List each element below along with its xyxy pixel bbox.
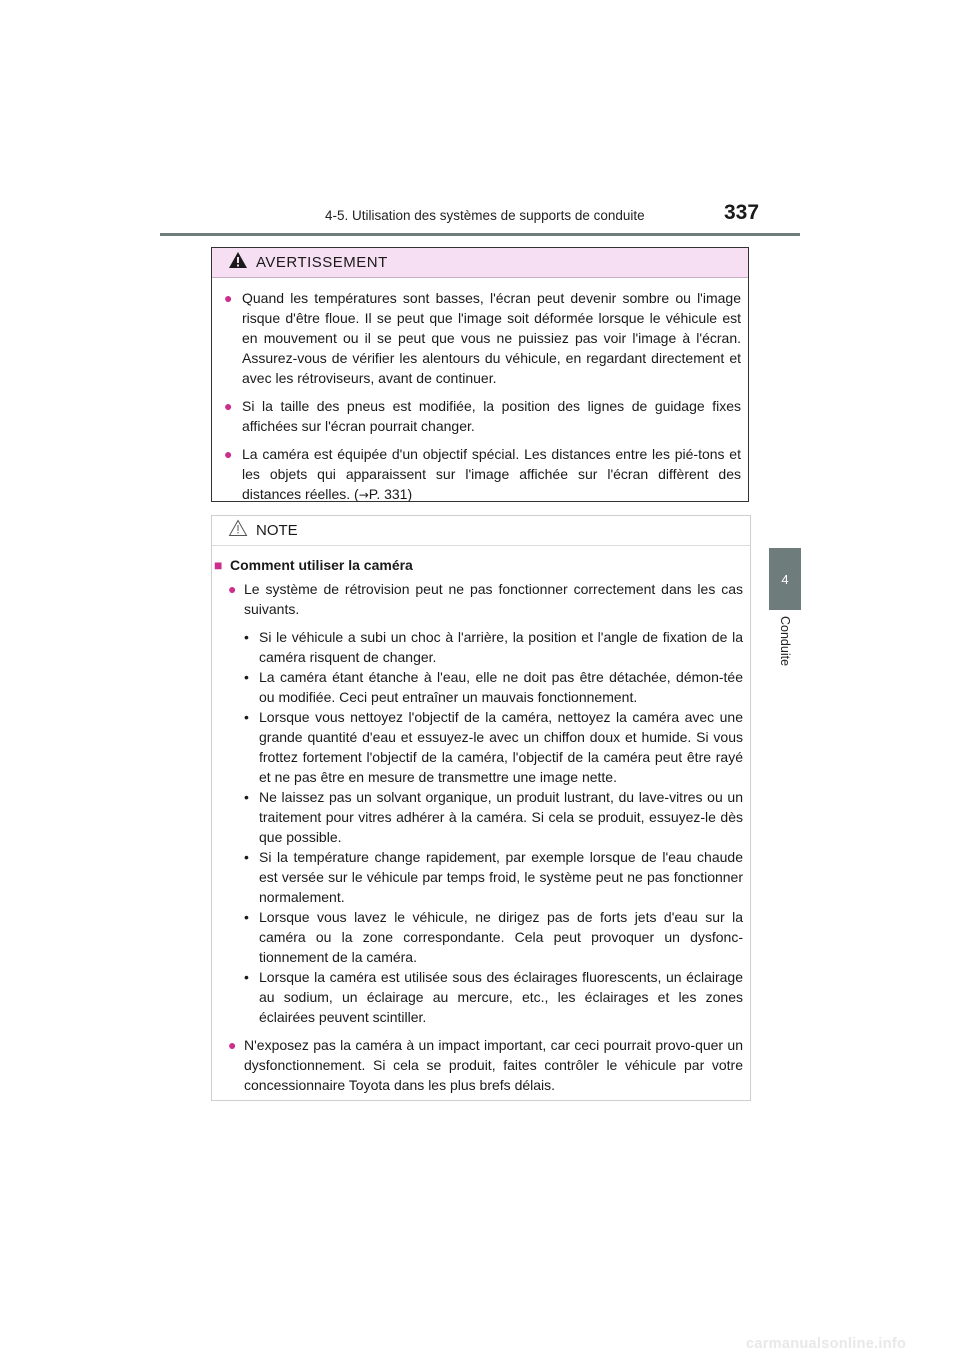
note-body bbox=[212, 546, 750, 1095]
warning-item-text bbox=[242, 444, 741, 505]
warning-item-text: Quand les températures sont basses, l'écran peut devenir sombre ou l'image risque d'être floue. Il se peut que l'image soit déformée lorsque le véhicule est en mouvement ou il se peut que vous ne puissiez pas voir l'image à l'écran. Assurez-vous de vérifier les alentours du véhicule, en regardant directement et avec les rétroviseurs, avant de continuer. bbox=[242, 290, 741, 386]
warning-triangle-icon bbox=[228, 251, 248, 274]
warning-item-text: Si la taille des pneus est modifiée, la position des lignes de guidage fixes affichées sur l'écran pourrait changer. bbox=[242, 398, 741, 434]
note-sub-list bbox=[244, 627, 743, 1027]
note-item bbox=[228, 1035, 743, 1095]
page-number: 337 bbox=[724, 201, 760, 224]
note-item-text: N'exposez pas la caméra à un impact important, car ceci pourrait provo-quer un dysfonctionnement. Si cela se produit, faites contrôler le véhicule par votre concessionnaire Toyota dans les plus brefs délais. bbox=[244, 1037, 743, 1093]
note-item bbox=[228, 579, 743, 619]
list-item: • Ne laissez pas un solvant organique, un produit lustrant, du lave-vitres ou un traitement pour vitres adhérer à la caméra. Si cela se produit, essuyez-le dès que possible. bbox=[244, 789, 743, 845]
list-item-text: Si le véhicule a subi un choc à l'arrière, la position et l'angle de fixation de la caméra risquent de changer. bbox=[259, 629, 743, 665]
bullet-dot-icon: ● bbox=[224, 290, 233, 306]
page-reference-link[interactable]: P. 331) bbox=[368, 486, 413, 502]
warning-item3-text: La caméra est équipée d'un objectif spécial. Les distances entre les pié-tons et les objets qui apparaissent sur l'image affichée sur l'écran diffèrent des distances réelles. ( bbox=[242, 446, 741, 502]
warning-item bbox=[224, 288, 741, 388]
note-item-text: Le système de rétrovision peut ne pas fonctionner correctement dans les cas suivants. bbox=[244, 581, 743, 617]
chapter-number: 4 bbox=[781, 571, 789, 587]
note-box bbox=[211, 515, 751, 1101]
caution-outline-triangle-icon bbox=[228, 519, 248, 542]
bullet-dot-icon: ● bbox=[224, 398, 233, 414]
bullet-dot-icon: ● bbox=[224, 446, 233, 462]
section-header-title: 4-5. Utilisation des systèmes de supports de conduite bbox=[325, 208, 645, 223]
list-item: • Lorsque vous lavez le véhicule, ne dirigez pas de forts jets d'eau sur la caméra ou la zone correspondante. Cela peut provoquer un dysfonc-tionnement de la caméra. bbox=[244, 909, 743, 965]
note-title: NOTE bbox=[256, 522, 298, 539]
list-item-text: Lorsque vous lavez le véhicule, ne dirigez pas de forts jets d'eau sur la caméra ou la zone correspondante. Cela peut provoquer un dysfonc-tionnement de la caméra. bbox=[259, 909, 743, 965]
watermark: carmanualsonline.info bbox=[746, 1336, 907, 1352]
bullet-dot-icon: ● bbox=[228, 1037, 237, 1053]
list-item-text: Lorsque la caméra est utilisée sous des éclairages fluorescents, un éclairage au sodium, un éclairage au mercure, etc., les éclairages et les zones éclairées peuvent scintiller. bbox=[259, 969, 743, 1025]
page-reference-arrow-icon: → bbox=[358, 488, 369, 502]
list-item: • Lorsque la caméra est utilisée sous des éclairages fluorescents, un éclairage au sodium, un éclairage au mercure, etc., les éclairages et les zones éclairées peuvent scintiller. bbox=[244, 969, 743, 1025]
warning-title: AVERTISSEMENT bbox=[256, 254, 388, 271]
warning-item bbox=[224, 444, 741, 505]
bullet-dot-icon: ● bbox=[228, 581, 237, 597]
list-item: • Si la température change rapidement, par exemple lorsque de l'eau chaude est versée sur le véhicule par temps froid, le système peut ne pas fonctionner normalement. bbox=[244, 849, 743, 905]
list-item-text: Lorsque vous nettoyez l'objectif de la caméra, nettoyez la caméra avec une grande quantité d'eau et essuyez-le avec un chiffon doux et humide. Si vous frottez fortement l'objectif de la caméra, l'objectif de la caméra peut être rayé et ne pas être en mesure de transmettre une image nette. bbox=[259, 709, 743, 785]
list-item-text: Ne laissez pas un solvant organique, un produit lustrant, du lave-vitres ou un traitement pour vitres adhérer à la caméra. Si cela se produit, essuyez-le dès que possible. bbox=[259, 789, 743, 845]
list-item: • La caméra étant étanche à l'eau, elle ne doit pas être détachée, démon-tée ou modifiée. Ceci peut entraîner un mauvais fonctionnement. bbox=[244, 669, 743, 705]
list-item: • Lorsque vous nettoyez l'objectif de la caméra, nettoyez la caméra avec une grande quantité d'eau et essuyez-le avec un chiffon doux et humide. Si vous frottez fortement l'objectif de la caméra, l'objectif de la caméra peut être rayé et ne pas être en mesure de transmettre une image nette. bbox=[244, 709, 743, 785]
square-bullet-icon: ■ bbox=[214, 557, 223, 573]
note-section-heading bbox=[214, 555, 743, 575]
warning-body bbox=[212, 278, 748, 505]
note-section-heading-text: Comment utiliser la caméra bbox=[230, 557, 413, 573]
header-divider bbox=[160, 233, 800, 236]
warning-item bbox=[224, 396, 741, 436]
warning-box bbox=[211, 247, 749, 502]
chapter-tab[interactable] bbox=[769, 548, 801, 610]
note-header bbox=[212, 516, 750, 546]
warning-header bbox=[212, 248, 748, 278]
list-item-text: La caméra étant étanche à l'eau, elle ne doit pas être détachée, démon-tée ou modifiée. Ceci peut entraîner un mauvais fonctionnement. bbox=[259, 669, 743, 705]
list-item: • Si le véhicule a subi un choc à l'arrière, la position et l'angle de fixation de la caméra risquent de changer. bbox=[244, 629, 743, 665]
chapter-label: Conduite bbox=[778, 616, 792, 667]
list-item-text: Si la température change rapidement, par exemple lorsque de l'eau chaude est versée sur le véhicule par temps froid, le système peut ne pas fonctionner normalement. bbox=[259, 849, 743, 905]
